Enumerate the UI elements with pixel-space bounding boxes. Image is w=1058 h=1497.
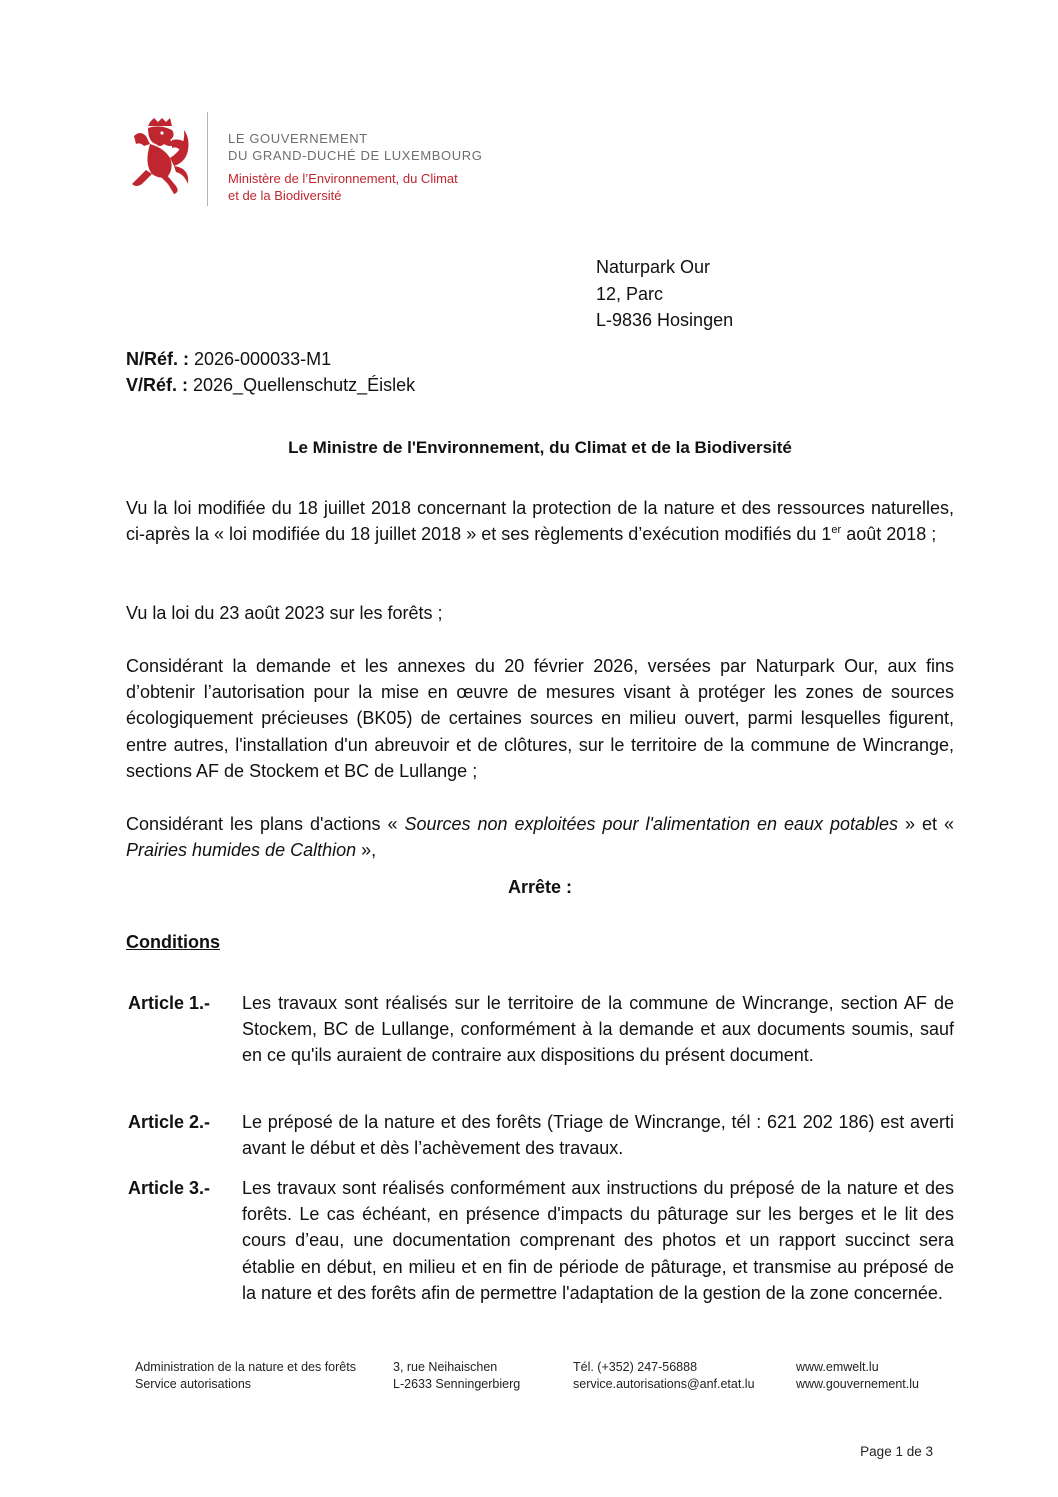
recipient-name: Naturpark Our	[596, 257, 711, 277]
paragraph-plans-actions	[126, 811, 954, 863]
conditions-heading: Conditions	[126, 932, 220, 952]
paragraph-loi-2018-end: août 2018 ;	[841, 524, 937, 545]
article-2-text: Le préposé de la nature et des forêts (Triage de Wincrange, tél : 621 202 186) est averti avant le début et dès l’achèvement des travaux.	[242, 1112, 954, 1159]
ministry-line-2: et de la Biodiversité	[228, 188, 342, 203]
plans-text-mid: » et «	[898, 814, 954, 834]
minister-title: Le Ministre de l'Environnement, du Climat et de la Biodiversité	[288, 438, 792, 457]
article-2	[126, 1109, 954, 1161]
references	[126, 347, 415, 398]
article-3-text: Les travaux sont réalisés conformément aux instructions du préposé de la nature et des forêts. Le cas échéant, en présence d'impacts du pâturage sur les berges et le lit des cours d’eau, une documentation comprenant des photos et un rapport succinct sera établie en début, en milieu et en fin de période de pâturage, et transmise au préposé de la nature et des forêts afin de permettre l'adaptation de la gestion de la zone concernée.	[242, 1178, 954, 1303]
paragraph-loi-2018-text: Vu la loi modifiée du 18 juillet 2018 concernant la protection de la nature et des ressources naturelles, ci-après la « loi modifiée du 18 juillet 2018 » et ses règlements d’exécution modifiés du 1	[126, 498, 954, 545]
plan-sources: Sources non exploitées pour l'alimentation en eaux potables	[404, 814, 899, 834]
your-reference-label: V/Réf. :	[126, 374, 189, 395]
ministry-name	[228, 170, 458, 204]
recipient-street: 12, Parc	[596, 283, 664, 304]
article-1	[126, 990, 954, 1069]
recipient-city: L-9836 Hosingen	[596, 310, 734, 330]
arrete-heading: Arrête :	[507, 877, 573, 897]
government-line-2: DU GRAND-DUCHÉ DE LUXEMBOURG	[228, 148, 483, 163]
article-1-label: Article 1.-	[128, 993, 211, 1013]
letterhead-divider	[207, 112, 208, 206]
plan-prairies: Prairies humides de Calthion	[126, 840, 357, 861]
footer-email: service.autorisations@anf.etat.lu	[573, 1377, 755, 1391]
your-reference	[126, 373, 415, 399]
paragraph-loi-forets: Vu la loi du 23 août 2023 sur les forêts ;	[126, 603, 443, 623]
article-2-label: Article 2.-	[128, 1112, 211, 1132]
page-number: Page 1 de 3	[860, 1444, 933, 1459]
paragraph-loi-2018	[126, 495, 954, 547]
plans-text-end: »,	[356, 840, 377, 861]
your-reference-value: 2026_Quellenschutz_Éislek	[188, 374, 416, 395]
government-line-1: LE GOUVERNEMENT	[228, 131, 368, 146]
ministry-line-1: Ministère de l’Environnement, du Climat	[228, 171, 458, 186]
our-reference	[126, 347, 415, 373]
footer-administration	[135, 1359, 356, 1393]
government-name	[228, 130, 482, 164]
our-reference-label: N/Réf. :	[126, 349, 189, 369]
recipient-address	[596, 254, 733, 334]
footer-websites	[796, 1359, 919, 1393]
plans-text-start: Considérant les plans d'actions «	[126, 814, 405, 834]
footer-website-emwelt: www.emwelt.lu	[796, 1360, 879, 1374]
article-3-label: Article 3.-	[128, 1178, 211, 1198]
article-3	[126, 1175, 954, 1306]
footer-contact	[573, 1359, 755, 1393]
footer-service-name: Service autorisations	[135, 1377, 252, 1391]
footer-website-gouvernement: www.gouvernement.lu	[796, 1377, 919, 1391]
luxembourg-lion-logo-icon	[130, 118, 190, 198]
footer-street: 3, rue Neihaischen	[393, 1360, 498, 1374]
paragraph-demande: Considérant la demande et les annexes du 20 février 2026, versées par Naturpark Our, aux fins d’obtenir l’autorisation pour la mise en œuvre de mesures visant à protéger les zones de sources écologiquement précieuses (BK05) de certaines sources en milieu ouvert, parmi lesquelles figurent, entre autres, l'installation d'un abreuvoir et de clôtures, sur le territoire de la commune de Wincrange, sections AF de Stockem et BC de Lullange ;	[126, 656, 954, 781]
footer-phone: Tél. (+352) 247-56888	[573, 1360, 698, 1374]
footer-admin-name: Administration de la nature et des forêts	[135, 1360, 356, 1374]
our-reference-value: 2026-000033-M1	[189, 349, 332, 369]
footer-address	[393, 1359, 520, 1393]
footer-city: L-2633 Senningerbierg	[393, 1377, 521, 1391]
article-1-text: Les travaux sont réalisés sur le territoire de la commune de Wincrange, section AF de Stockem, BC de Lullange, conformément à la demande et aux documents soumis, sauf en ce qu'ils auraient de contraire aux dispositions du présent document.	[242, 993, 954, 1066]
superscript-er: er	[831, 524, 842, 537]
